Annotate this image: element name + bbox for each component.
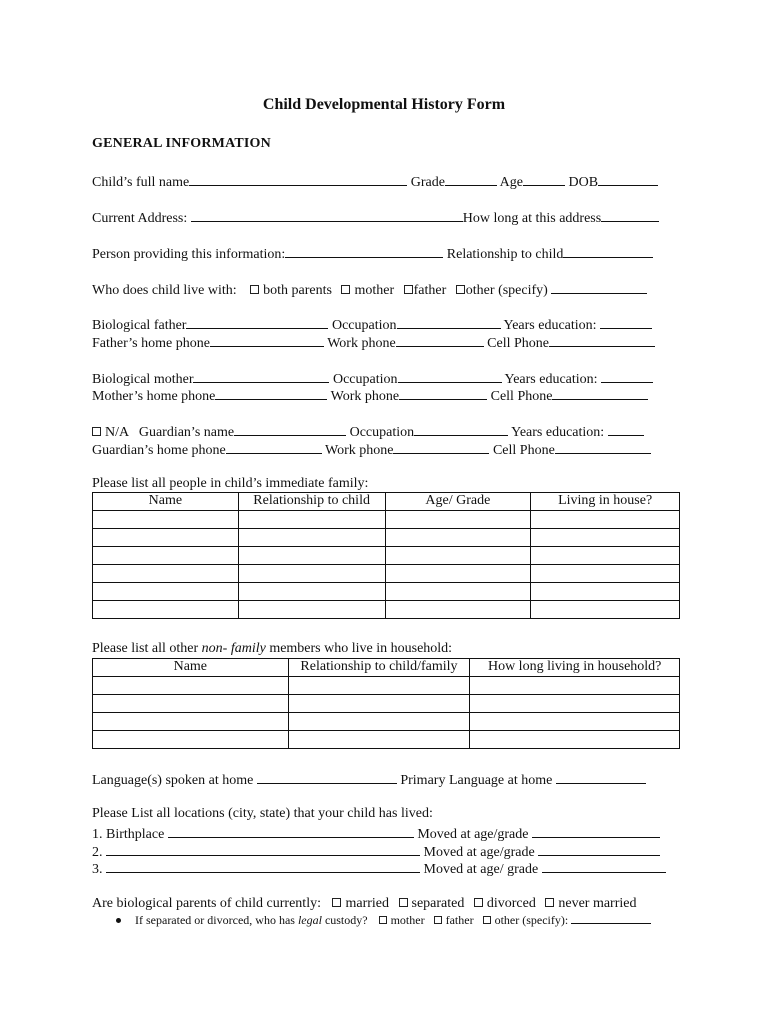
- table-row: [93, 547, 680, 565]
- family-col-age-grade: Age/ Grade: [385, 493, 531, 511]
- lives-with-label: Who does child live with:: [92, 283, 237, 298]
- custody-other-label: other (specify):: [494, 913, 569, 927]
- guardian-occupation-field[interactable]: [414, 422, 508, 436]
- custody-other-checkbox[interactable]: [483, 916, 491, 924]
- table-row: [93, 713, 680, 731]
- nonfamily-col-relationship: Relationship to child/family: [288, 659, 470, 677]
- moved-1-field[interactable]: [532, 824, 660, 838]
- mother-work-phone-field[interactable]: [399, 386, 487, 400]
- nonfamily-intro-before: Please list all other: [92, 641, 202, 656]
- family-col-living: Living in house?: [531, 493, 680, 511]
- nonfamily-intro-emphasis: non- family: [201, 641, 266, 656]
- table-cell[interactable]: [238, 529, 385, 547]
- both-parents-checkbox[interactable]: [250, 285, 259, 294]
- custody-other-field[interactable]: [571, 912, 651, 924]
- table-row: [93, 529, 680, 547]
- family-table-header: [93, 493, 680, 511]
- divorced-checkbox[interactable]: [474, 898, 483, 907]
- table-cell[interactable]: [470, 677, 680, 695]
- never-married-label: never married: [558, 896, 637, 911]
- table-cell[interactable]: [470, 695, 680, 713]
- custody-mother-checkbox[interactable]: [379, 916, 387, 924]
- table-cell[interactable]: [288, 713, 470, 731]
- table-cell[interactable]: [385, 601, 531, 619]
- location-row-1: [92, 824, 680, 844]
- both-parents-label: both parents: [263, 283, 332, 298]
- father-home-phone-field[interactable]: [210, 333, 324, 347]
- mother-work-phone-label: Work phone: [330, 389, 400, 404]
- mother-cell-label: Cell Phone: [490, 389, 553, 404]
- father-occupation-field[interactable]: [397, 315, 501, 329]
- married-checkbox[interactable]: [332, 898, 341, 907]
- table-cell[interactable]: [93, 547, 239, 565]
- how-long-field[interactable]: [601, 208, 659, 222]
- family-table: [92, 492, 680, 619]
- guardian-name-field[interactable]: [234, 422, 346, 436]
- nonfamily-col-name: Name: [93, 659, 289, 677]
- table-cell[interactable]: [531, 583, 680, 601]
- moved-3-field[interactable]: [542, 859, 666, 873]
- grade-field[interactable]: [445, 172, 497, 186]
- table-row: [93, 695, 680, 713]
- custody-after: custody?: [321, 913, 368, 927]
- table-row: [93, 677, 680, 695]
- grade-label: Grade: [410, 175, 445, 190]
- table-cell[interactable]: [93, 565, 239, 583]
- table-row: [93, 731, 680, 749]
- table-cell[interactable]: [93, 695, 289, 713]
- language-line: [92, 770, 680, 790]
- father-occupation-label: Occupation: [331, 318, 397, 333]
- table-cell[interactable]: [93, 713, 289, 731]
- parents-question-label: Are biological parents of child currently:: [92, 896, 321, 911]
- guardian-line: [92, 422, 680, 442]
- dob-label: DOB: [568, 175, 599, 190]
- other-checkbox[interactable]: [456, 285, 465, 294]
- mother-occupation-label: Occupation: [332, 372, 398, 387]
- custody-mother-label: mother: [390, 913, 425, 927]
- relationship-label: Relationship to child: [446, 247, 564, 262]
- table-cell[interactable]: [238, 547, 385, 565]
- child-name-field[interactable]: [189, 172, 407, 186]
- table-cell[interactable]: [93, 511, 239, 529]
- mother-home-phone-label: Mother’s home phone: [92, 389, 216, 404]
- bio-mother-label: Biological mother: [92, 372, 194, 387]
- form-title: Child Developmental History Form: [262, 96, 506, 113]
- table-cell[interactable]: [531, 601, 680, 619]
- table-cell[interactable]: [238, 601, 385, 619]
- table-cell[interactable]: [93, 601, 239, 619]
- married-label: married: [345, 896, 390, 911]
- address-field[interactable]: [191, 208, 463, 222]
- bullet-icon: [116, 918, 121, 923]
- table-cell[interactable]: [385, 529, 531, 547]
- father-phone-line: [92, 333, 680, 353]
- mother-cell-field[interactable]: [552, 386, 648, 400]
- father-cell-label: Cell Phone: [487, 336, 550, 351]
- language-spoken-label: Language(s) spoken at home: [92, 773, 254, 788]
- guardian-education-label: Years education:: [511, 425, 605, 440]
- informant-line: [92, 244, 680, 264]
- address-line: [92, 208, 680, 228]
- birthplace-field[interactable]: [168, 824, 414, 838]
- guardian-education-field[interactable]: [608, 422, 644, 436]
- custody-line: [116, 912, 651, 928]
- table-cell[interactable]: [288, 677, 470, 695]
- mother-education-field[interactable]: [601, 369, 653, 383]
- moved-1-label: Moved at age/grade: [417, 827, 529, 842]
- informant-label: Person providing this information:: [92, 247, 286, 262]
- bio-father-field[interactable]: [186, 315, 328, 329]
- guardian-name-label: Guardian’s name: [138, 425, 235, 440]
- table-cell[interactable]: [288, 695, 470, 713]
- table-cell[interactable]: [93, 677, 289, 695]
- separated-checkbox[interactable]: [399, 898, 408, 907]
- guardian-work-phone-label: Work phone: [325, 443, 394, 458]
- custody-father-label: father: [445, 913, 474, 927]
- nonfamily-intro-after: members who live in household:: [265, 641, 453, 656]
- guardian-occupation-label: Occupation: [349, 425, 415, 440]
- never-married-checkbox[interactable]: [545, 898, 554, 907]
- table-cell[interactable]: [288, 731, 470, 749]
- age-label: Age: [499, 175, 523, 190]
- primary-language-field[interactable]: [556, 770, 646, 784]
- mother-education-label: Years education:: [504, 372, 598, 387]
- table-cell[interactable]: [385, 565, 531, 583]
- table-cell[interactable]: [93, 529, 239, 547]
- location-row-3: [92, 859, 680, 879]
- birthplace-label: 1. Birthplace: [92, 827, 165, 842]
- table-cell[interactable]: [385, 511, 531, 529]
- table-cell[interactable]: [238, 583, 385, 601]
- dob-field[interactable]: [598, 172, 658, 186]
- family-table-intro: Please list all people in child’s immediate family:: [92, 476, 369, 491]
- father-label: father: [413, 283, 447, 298]
- section-heading: GENERAL INFORMATION: [92, 136, 271, 151]
- age-field[interactable]: [523, 172, 565, 186]
- other-specify-field[interactable]: [551, 280, 647, 294]
- table-cell[interactable]: [531, 547, 680, 565]
- location-3-label: 3.: [92, 862, 103, 877]
- father-education-label: Years education:: [503, 318, 597, 333]
- guardian-cell-field[interactable]: [555, 440, 651, 454]
- table-row: [93, 565, 680, 583]
- table-cell[interactable]: [238, 565, 385, 583]
- moved-2-field[interactable]: [538, 842, 660, 856]
- guardian-cell-label: Cell Phone: [492, 443, 555, 458]
- mother-label: mother: [354, 283, 395, 298]
- address-label: Current Address:: [92, 211, 188, 226]
- nonfamily-table-intro: [92, 641, 452, 657]
- parents-status-line: [92, 895, 680, 913]
- location-2-label: 2.: [92, 845, 103, 860]
- moved-2-label: Moved at age/grade: [423, 845, 535, 860]
- father-line: [92, 315, 680, 335]
- custody-father-checkbox[interactable]: [434, 916, 442, 924]
- location-2-field[interactable]: [106, 842, 420, 856]
- bio-mother-field[interactable]: [193, 369, 329, 383]
- child-name-line: [92, 172, 680, 192]
- table-cell[interactable]: [470, 731, 680, 749]
- other-label: other (specify): [465, 283, 548, 298]
- language-spoken-field[interactable]: [257, 770, 397, 784]
- custody-before: If separated or divorced, who has: [135, 913, 298, 927]
- father-home-phone-label: Father’s home phone: [92, 336, 210, 351]
- primary-language-label: Primary Language at home: [400, 773, 553, 788]
- nonfamily-table-header: [93, 659, 680, 677]
- table-cell[interactable]: [93, 731, 289, 749]
- na-label: N/A: [105, 425, 129, 440]
- moved-3-label: Moved at age/ grade: [423, 862, 539, 877]
- custody-emphasis: legal: [297, 913, 322, 927]
- table-cell[interactable]: [385, 547, 531, 565]
- mother-occupation-field[interactable]: [398, 369, 502, 383]
- father-education-field[interactable]: [600, 315, 652, 329]
- table-cell[interactable]: [385, 583, 531, 601]
- father-work-phone-field[interactable]: [396, 333, 484, 347]
- mother-phone-line: [92, 386, 680, 406]
- table-cell[interactable]: [93, 583, 239, 601]
- guardian-home-phone-label: Guardian’s home phone: [92, 443, 226, 458]
- relationship-field[interactable]: [563, 244, 653, 258]
- how-long-label: How long at this address: [462, 211, 602, 226]
- table-cell[interactable]: [531, 565, 680, 583]
- separated-label: separated: [411, 896, 465, 911]
- table-row: [93, 601, 680, 619]
- table-row: [93, 511, 680, 529]
- nonfamily-col-how-long: How long living in household?: [470, 659, 680, 677]
- table-cell[interactable]: [470, 713, 680, 731]
- father-cell-field[interactable]: [549, 333, 655, 347]
- child-name-label: Child’s full name: [92, 175, 190, 190]
- location-3-field[interactable]: [106, 859, 420, 873]
- guardian-home-phone-field[interactable]: [226, 440, 322, 454]
- table-cell[interactable]: [531, 529, 680, 547]
- father-work-phone-label: Work phone: [327, 336, 396, 351]
- family-col-name: Name: [93, 493, 239, 511]
- bio-father-label: Biological father: [92, 318, 187, 333]
- nonfamily-table: [92, 658, 680, 749]
- table-row: [93, 583, 680, 601]
- mother-checkbox[interactable]: [341, 285, 350, 294]
- na-checkbox[interactable]: [92, 427, 101, 436]
- table-cell[interactable]: [531, 511, 680, 529]
- guardian-phone-line: [92, 440, 680, 460]
- informant-field[interactable]: [285, 244, 443, 258]
- mother-home-phone-field[interactable]: [215, 386, 327, 400]
- family-col-relationship: Relationship to child: [238, 493, 385, 511]
- divorced-label: divorced: [486, 896, 536, 911]
- guardian-work-phone-field[interactable]: [393, 440, 489, 454]
- lives-with-line: [92, 280, 680, 300]
- locations-intro: Please List all locations (city, state) that your child has lived:: [92, 806, 433, 821]
- table-cell[interactable]: [238, 511, 385, 529]
- father-checkbox[interactable]: [404, 285, 413, 294]
